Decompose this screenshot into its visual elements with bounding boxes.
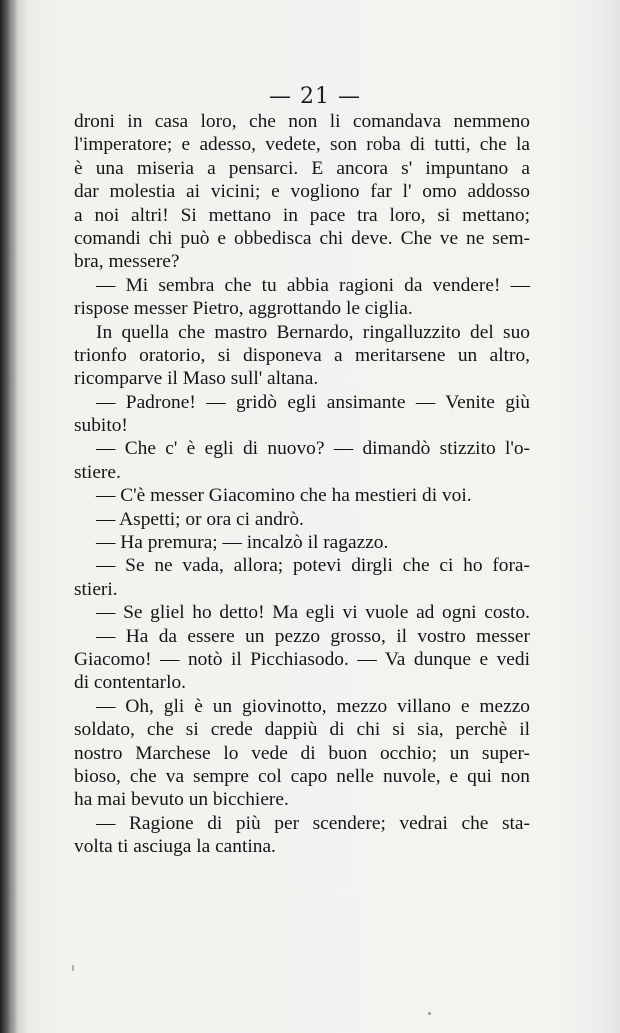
text-line-12: ricomparve il Maso sull' altana. (74, 368, 319, 390)
text-line-29: bioso, che va sempre col capo nelle nuvole, e qui non (74, 765, 530, 787)
text-line-28: nostro Marchese lo vede di buon occhio; un super- (74, 742, 530, 764)
text-line-2: l'imperatore; e adesso, vedete, son roba di tutti, che la (74, 134, 530, 156)
text-line-20: — Se ne vada, allora; potevi dirgli che ci ho fora- (96, 555, 530, 577)
text-line-17: — C'è messer Giacomino che ha mestieri di voi. (96, 485, 472, 507)
body-text (74, 110, 530, 859)
text-line-21: stieri. (74, 578, 118, 600)
text-line-18: — Aspetti; or ora ci andrò. (96, 508, 304, 530)
text-line-14: subito! (74, 415, 128, 437)
text-line-4: dar molestia ai vicini; e vogliono far l' omo addosso (74, 181, 530, 203)
text-line-9: rispose messer Pietro, aggrottando le ciglia. (74, 298, 413, 320)
page-number: — 21 — (269, 84, 361, 109)
text-line-23: — Ha da essere un pezzo grosso, il vostro messer (96, 625, 530, 647)
text-line-5: a noi altri! Si mettano in pace tra loro, si mettano; (74, 204, 530, 226)
text-line-16: stiere. (74, 461, 121, 483)
text-line-31: — Ragione di più per scendere; vedrai che sta- (96, 812, 530, 834)
text-line-24: Giacomo! — notò il Picchiasodo. — Va dunque e vedi (74, 648, 530, 670)
text-line-19: — Ha premura; — incalzò il ragazzo. (96, 532, 389, 554)
text-line-27: soldato, che si crede dappiù di chi si sia, perchè il (74, 719, 530, 741)
text-line-8: — Mi sembra che tu abbia ragioni da vendere! — (96, 274, 530, 296)
text-line-32: volta ti asciuga la cantina. (74, 836, 276, 858)
text-line-1: droni in casa loro, che non li comandava nemmeno (74, 111, 530, 132)
text-line-10: In quella che mastro Bernardo, ringalluzzito del suo (96, 321, 530, 343)
text-line-11: trionfo oratorio, si disponeva a meritarsene un altro, (74, 344, 530, 366)
book-spine-shadow (0, 0, 18, 1033)
text-line-26: — Oh, gli è un giovinotto, mezzo villano e mezzo (96, 695, 530, 717)
text-line-25: di contentarlo. (74, 672, 186, 694)
text-line-13: — Padrone! — gridò egli ansimante — Venite giù (96, 391, 530, 413)
paper-speck (428, 1012, 431, 1015)
text-line-22: — Se gliel ho detto! Ma egli vi vuole ad ogni costo. (96, 602, 530, 624)
text-line-15: — Che c' è egli di nuovo? — dimandò stizzito l'o- (96, 438, 530, 460)
paper-speck (72, 965, 74, 971)
text-line-6: comandi chi può e obbedisca chi deve. Che ve ne sem- (74, 227, 530, 249)
text-line-30: ha mai bevuto un bicchiere. (74, 789, 289, 811)
text-line-3: è una miseria a pensarci. E ancora s' impuntano a (74, 157, 530, 179)
text-line-7: bra, messere? (74, 251, 180, 273)
